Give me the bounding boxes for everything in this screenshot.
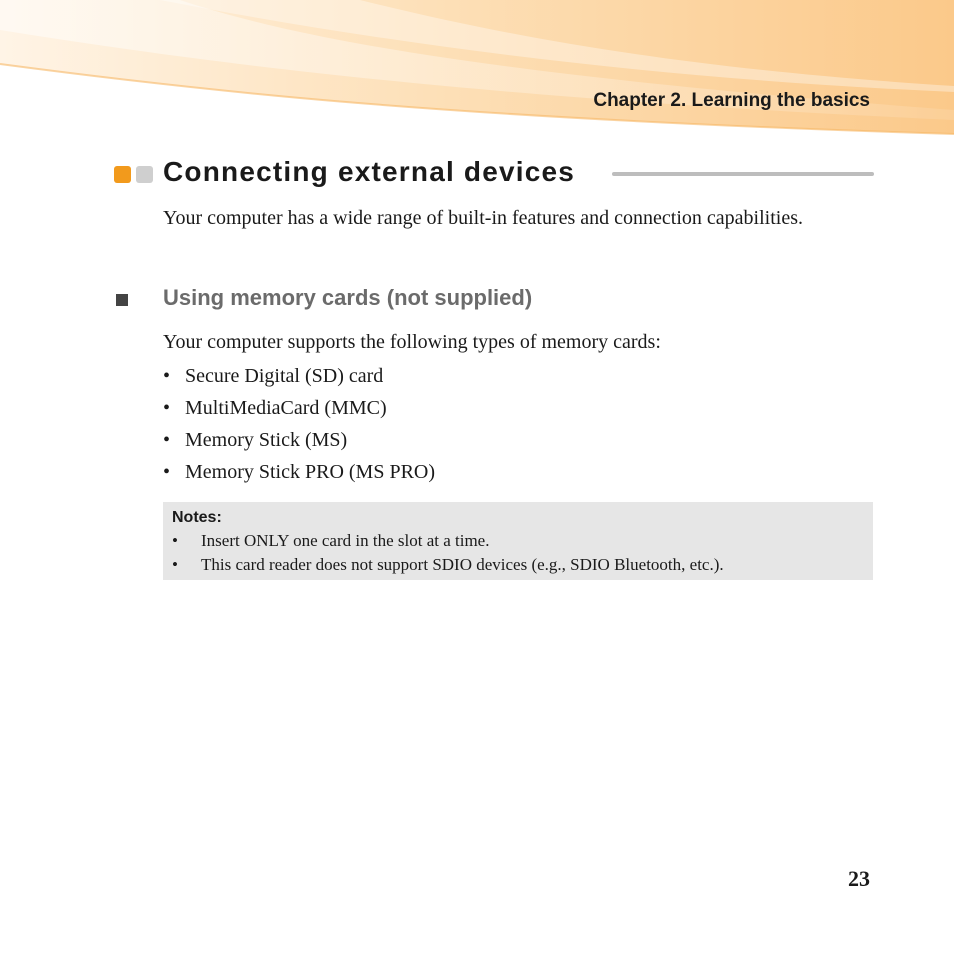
bullet-icon: • <box>163 461 171 483</box>
list-item-text: MultiMediaCard (MMC) <box>185 397 387 419</box>
list-item-text: Memory Stick PRO (MS PRO) <box>185 461 436 483</box>
page-number: 23 <box>848 866 870 891</box>
list-item <box>163 363 435 395</box>
list-item <box>163 427 435 459</box>
lead-paragraph: Your computer supports the following types of memory cards: <box>163 331 661 353</box>
bullet-icon: • <box>172 555 178 574</box>
intro-paragraph: Your computer has a wide range of built-in features and connection capabilities. <box>163 207 803 229</box>
memory-card-list <box>163 363 435 491</box>
subsection-title: Using memory cards (not supplied) <box>163 285 533 310</box>
bullet-icon: • <box>172 531 178 550</box>
note-text: This card reader does not support SDIO devices (e.g., SDIO Bluetooth, etc.). <box>201 555 724 574</box>
list-item-text: Memory Stick (MS) <box>185 429 348 451</box>
list-item <box>163 459 435 491</box>
list-item-text: Secure Digital (SD) card <box>185 365 384 387</box>
square-bullet-icon <box>116 294 128 306</box>
notes-list <box>172 529 864 577</box>
header-decorative-band <box>0 0 954 140</box>
note-item <box>172 529 864 553</box>
orange-square-icon <box>114 166 131 183</box>
notes-title: Notes: <box>172 509 222 526</box>
note-text: Insert ONLY one card in the slot at a time. <box>201 531 490 550</box>
list-item <box>163 395 435 427</box>
bullet-icon: • <box>163 397 171 419</box>
section-heading <box>114 156 874 192</box>
grey-square-icon <box>136 166 153 183</box>
chapter-title: Chapter 2. Learning the basics <box>593 90 870 111</box>
notes-box <box>163 502 873 580</box>
heading-rule <box>612 172 874 176</box>
bullet-icon: • <box>163 429 171 451</box>
bullet-icon: • <box>163 365 171 387</box>
note-item <box>172 553 864 577</box>
subsection-heading <box>114 285 814 315</box>
section-title: Connecting external devices <box>163 156 576 187</box>
